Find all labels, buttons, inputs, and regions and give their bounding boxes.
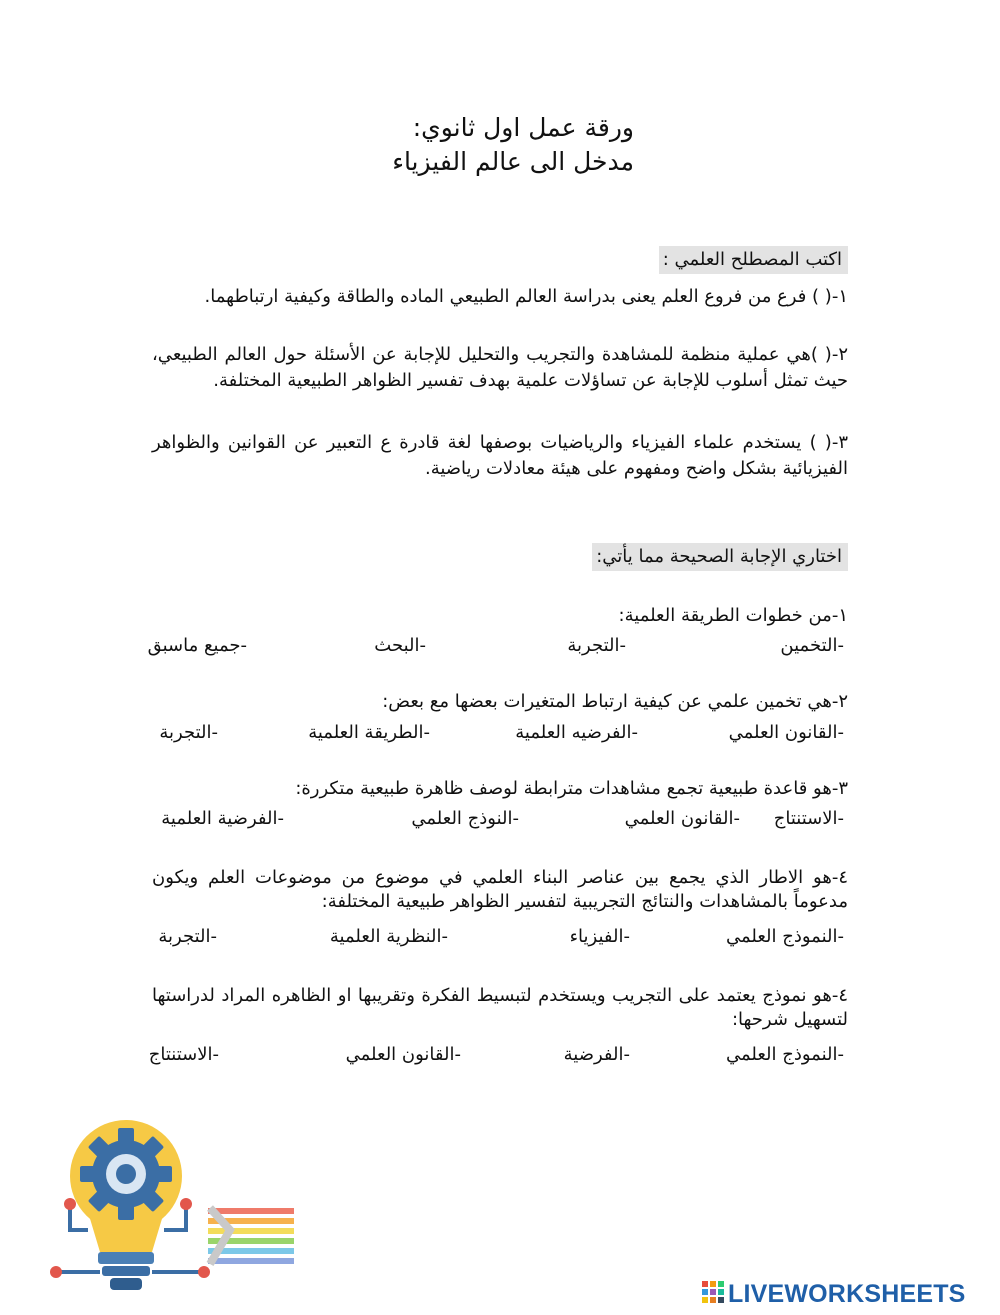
mcq-option[interactable]: -النموذج العلمي bbox=[725, 1044, 844, 1065]
section-heading-terms: اكتب المصطلح العلمي : bbox=[659, 246, 848, 274]
mcq-option[interactable]: -الفرضية bbox=[563, 1044, 630, 1065]
term-question-1: ١-( ) فرع من فروع العلم يعنى بدراسة العالم الطبيعي الماده والطاقة وكيفية ارتباطهما. bbox=[204, 286, 848, 307]
mcq-question-5: ٤-هو نموذج يعتمد على التجريب ويستخدم لتبسيط الفكرة وتقريبها او الظاهره المراد لدراستها لتسهيل شرحها: bbox=[152, 985, 848, 1030]
lightbulb-gear-graphic bbox=[40, 1112, 300, 1302]
mcq-option[interactable]: -النموذج العلمي bbox=[725, 926, 844, 947]
mcq-option[interactable]: -النوذج العلمي bbox=[411, 808, 519, 829]
mcq-option[interactable]: -التجربة bbox=[158, 926, 217, 947]
mcq-options-5 bbox=[148, 1042, 844, 1068]
mcq-option[interactable]: -التخمين bbox=[780, 635, 844, 656]
mcq-options-4 bbox=[148, 924, 844, 950]
mcq-option[interactable]: -جميع ماسبق bbox=[147, 635, 247, 656]
mcq-option[interactable]: -الفيزياء bbox=[569, 926, 630, 947]
lightbulb-gear-icon bbox=[40, 1112, 300, 1302]
mcq-option[interactable]: -التجربة bbox=[567, 635, 626, 656]
mcq-option[interactable]: -الاستنتاج bbox=[773, 808, 844, 829]
mcq-option[interactable]: -النظرية العلمية bbox=[329, 926, 448, 947]
mcq-option[interactable]: -التجربة bbox=[159, 722, 218, 743]
mcq-question-1: ١-من خطوات الطريقة العلمية: bbox=[618, 605, 848, 626]
mcq-option[interactable]: -الفرضية العلمية bbox=[161, 808, 284, 829]
mcq-options-1 bbox=[148, 633, 844, 659]
mcq-option[interactable]: -البحث bbox=[374, 635, 426, 656]
mcq-question-3: ٣-هو قاعدة طبيعية تجمع مشاهدات مترابطة لوصف ظاهرة طبيعية متكررة: bbox=[295, 778, 848, 799]
term-question-3: ٣-( ) يستخدم علماء الفيزياء والرياضيات بوصفها لغة قادرة ع التعبير عن القوانين والظواهر الفيزيائية بشكل واضح ومفهوم على هيئة معادلات رياضية. bbox=[152, 432, 848, 479]
mcq-option[interactable]: -الاستنتاج bbox=[148, 1044, 219, 1065]
mcq-option[interactable]: -الفرضيه العلمية bbox=[515, 722, 638, 743]
mcq-options-3 bbox=[148, 806, 844, 832]
worksheet-subtitle: مدخل الى عالم الفيزياء bbox=[392, 147, 634, 176]
gear-shape bbox=[80, 1128, 172, 1220]
term-question-2: ٢-( )هي عملية منظمة للمشاهدة والتجريب والتحليل للإجابة عن الأسئلة حول العالم الطبيعي، حيث تمثل أسلوب للإجابة عن تساؤلات علمية بهدف تفسير الظواهر الطبيعية المختلفة. bbox=[152, 344, 848, 391]
liveworksheets-logo-icon bbox=[700, 1277, 726, 1311]
mcq-question-4: ٤-هو الاطار الذي يجمع بين عناصر البناء العلمي في موضوع من موضوعات العلم ويكون مدعوماً بالمشاهدات والنتائج التجريبية لتفسير الظواهر طبيعية المختلفة: bbox=[152, 867, 848, 912]
worksheet-title: ورقة عمل اول ثانوي: bbox=[412, 113, 634, 142]
mcq-option[interactable]: -القانون العلمي bbox=[624, 808, 740, 829]
mcq-option[interactable]: -الطريقة العلمية bbox=[308, 722, 430, 743]
mcq-option[interactable]: -القانون العلمي bbox=[728, 722, 844, 743]
liveworksheets-brand[interactable]: LIVEWORKSHEETS bbox=[728, 1280, 966, 1308]
mcq-option[interactable]: -القانون العلمي bbox=[345, 1044, 461, 1065]
section-heading-mcq: اختاري الإجابة الصحيحة مما يأتي: bbox=[592, 543, 848, 571]
mcq-question-2: ٢-هي تخمين علمي عن كيفية ارتباط المتغيرات بعضها مع بعض: bbox=[382, 691, 848, 712]
mcq-options-2 bbox=[148, 720, 844, 746]
